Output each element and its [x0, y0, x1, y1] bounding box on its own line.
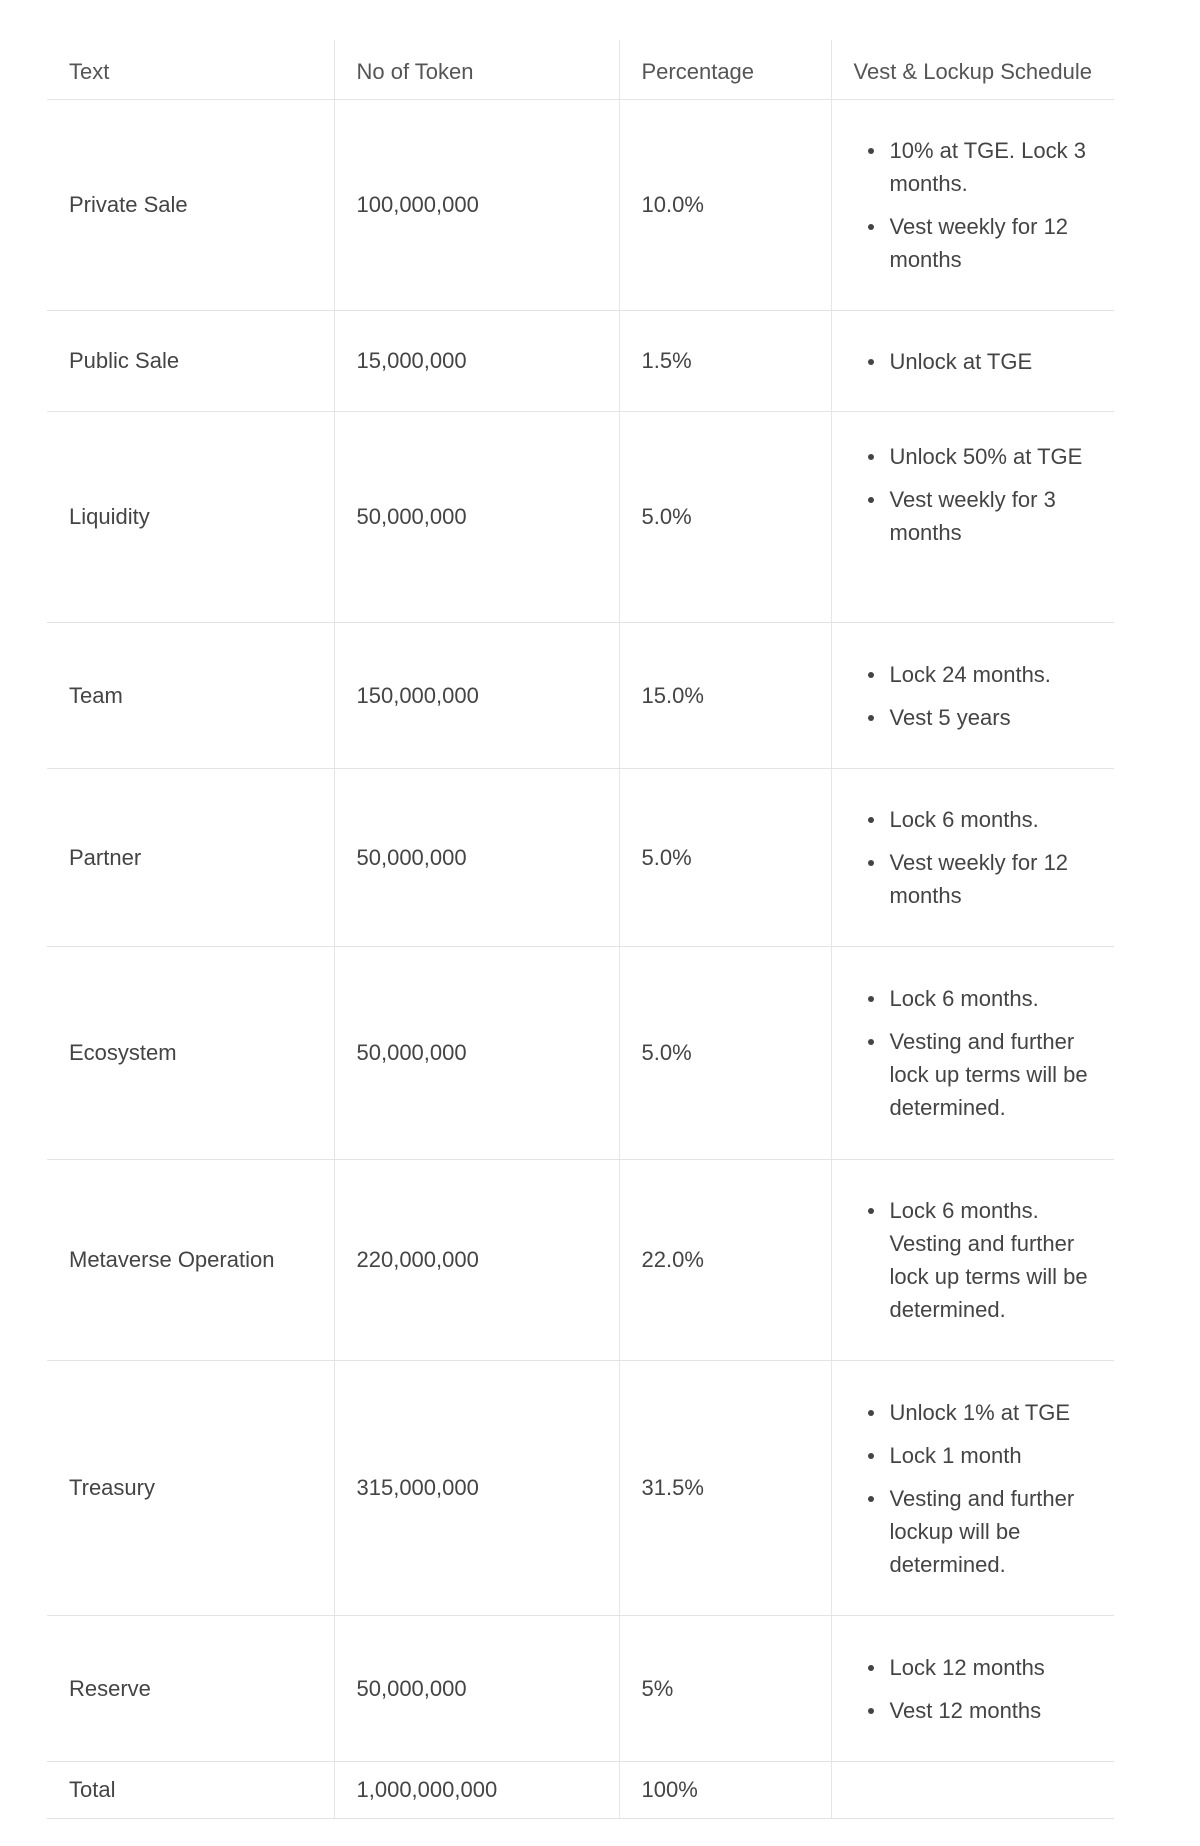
header-vest-lockup-schedule: Vest & Lockup Schedule [831, 40, 1114, 100]
allocation-name: Reserve [47, 1616, 334, 1762]
schedule-item: Lock 6 months. [890, 982, 1101, 1015]
schedule-item: Lock 24 months. [890, 658, 1101, 691]
token-amount: 50,000,000 [334, 1616, 619, 1762]
allocation-percentage: 1.5% [619, 311, 831, 412]
schedule-cell [831, 769, 1114, 947]
schedule-item: Lock 6 months. Vesting and further lock up terms will be determined. [890, 1194, 1101, 1326]
schedule-item: Vest 12 months [890, 1694, 1101, 1727]
total-percentage: 100% [619, 1762, 831, 1819]
allocation-name: Partner [47, 769, 334, 947]
allocation-name: Treasury [47, 1361, 334, 1616]
allocation-percentage: 5% [619, 1616, 831, 1762]
token-amount: 220,000,000 [334, 1160, 619, 1361]
token-amount: 50,000,000 [334, 947, 619, 1160]
schedule-cell [831, 311, 1114, 412]
schedule-cell [831, 100, 1114, 311]
total-label: Total [47, 1762, 334, 1819]
schedule-item: Vesting and further lock up terms will be determined. [890, 1025, 1101, 1124]
schedule-list [854, 440, 1101, 549]
allocation-name: Public Sale [47, 311, 334, 412]
tokenomics-table [47, 40, 1114, 1819]
allocation-name: Team [47, 623, 334, 769]
schedule-list [854, 982, 1101, 1124]
schedule-list [854, 134, 1101, 276]
schedule-cell [831, 1616, 1114, 1762]
tokenomics-table-container [47, 40, 1114, 1819]
schedule-list [854, 1194, 1101, 1326]
allocation-percentage: 5.0% [619, 947, 831, 1160]
allocation-name: Liquidity [47, 412, 334, 623]
schedule-cell [831, 1361, 1114, 1616]
schedule-cell [831, 623, 1114, 769]
table-row [47, 1361, 1114, 1616]
table-row [47, 100, 1114, 311]
table-row [47, 1616, 1114, 1762]
schedule-item: Vest weekly for 12 months [890, 846, 1101, 912]
token-amount: 315,000,000 [334, 1361, 619, 1616]
table-row [47, 412, 1114, 623]
table-row [47, 769, 1114, 947]
schedule-list [854, 1651, 1101, 1727]
token-amount: 50,000,000 [334, 769, 619, 947]
header-percentage: Percentage [619, 40, 831, 100]
table-row [47, 623, 1114, 769]
token-amount: 50,000,000 [334, 412, 619, 623]
allocation-percentage: 31.5% [619, 1361, 831, 1616]
table-row [47, 1160, 1114, 1361]
table-header-row [47, 40, 1114, 100]
total-row [47, 1762, 1114, 1819]
schedule-item: 10% at TGE. Lock 3 months. [890, 134, 1101, 200]
schedule-cell [831, 1160, 1114, 1361]
schedule-item: Unlock at TGE [890, 345, 1101, 378]
schedule-item: Lock 12 months [890, 1651, 1101, 1684]
table-row [47, 947, 1114, 1160]
schedule-list [854, 345, 1101, 378]
table-row [47, 311, 1114, 412]
schedule-cell [831, 947, 1114, 1160]
header-no-of-token: No of Token [334, 40, 619, 100]
schedule-item: Vesting and further lockup will be determined. [890, 1482, 1101, 1581]
schedule-list [854, 658, 1101, 734]
allocation-name: Ecosystem [47, 947, 334, 1160]
schedule-item: Unlock 50% at TGE [890, 440, 1101, 473]
total-schedule-empty [831, 1762, 1114, 1819]
allocation-percentage: 10.0% [619, 100, 831, 311]
schedule-item: Vest 5 years [890, 701, 1101, 734]
schedule-item: Lock 6 months. [890, 803, 1101, 836]
allocation-percentage: 15.0% [619, 623, 831, 769]
token-amount: 150,000,000 [334, 623, 619, 769]
schedule-list [854, 803, 1101, 912]
allocation-name: Metaverse Operation [47, 1160, 334, 1361]
schedule-cell [831, 412, 1114, 623]
allocation-percentage: 5.0% [619, 769, 831, 947]
allocation-name: Private Sale [47, 100, 334, 311]
schedule-item: Vest weekly for 3 months [890, 483, 1101, 549]
allocation-percentage: 5.0% [619, 412, 831, 623]
schedule-item: Lock 1 month [890, 1439, 1101, 1472]
token-amount: 15,000,000 [334, 311, 619, 412]
schedule-list [854, 1396, 1101, 1581]
allocation-percentage: 22.0% [619, 1160, 831, 1361]
total-tokens: 1,000,000,000 [334, 1762, 619, 1819]
token-amount: 100,000,000 [334, 100, 619, 311]
header-text: Text [47, 40, 334, 100]
schedule-item: Vest weekly for 12 months [890, 210, 1101, 276]
schedule-item: Unlock 1% at TGE [890, 1396, 1101, 1429]
